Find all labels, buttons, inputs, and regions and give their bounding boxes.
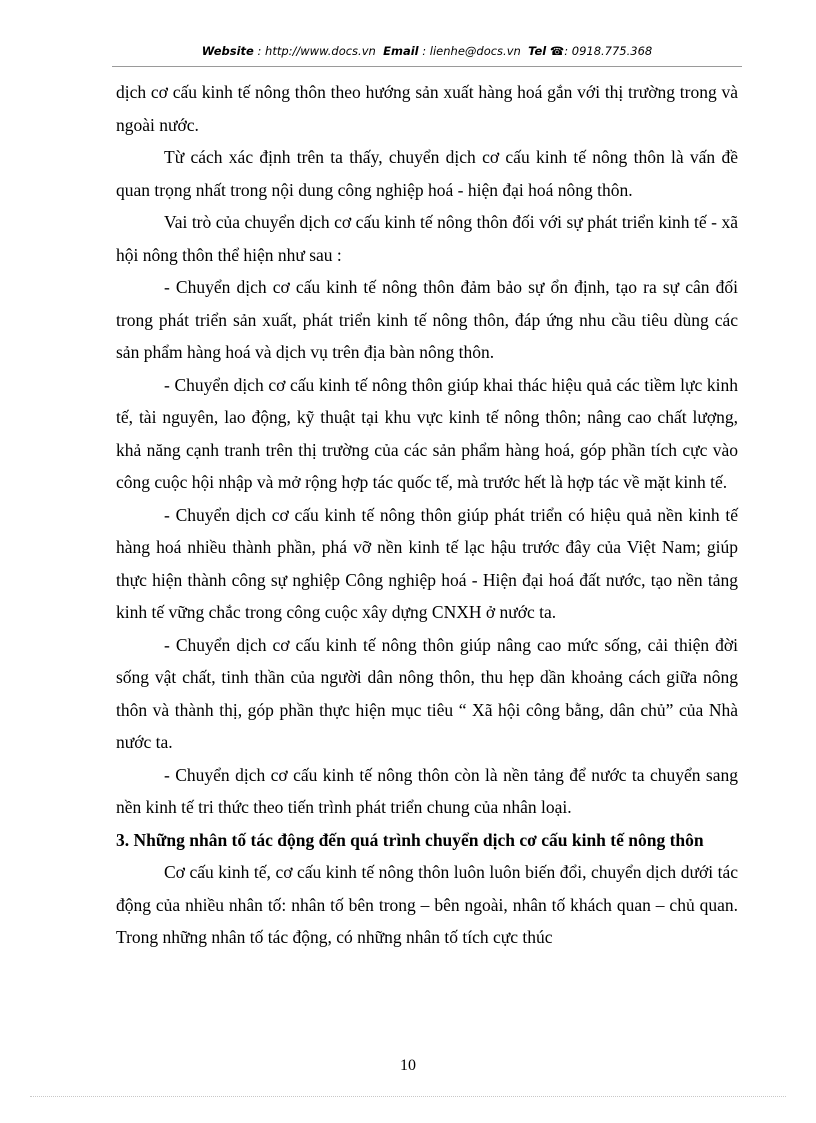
website-label: Website	[201, 44, 254, 58]
tel-label: Tel	[528, 44, 547, 58]
email-value: : lienhe@docs.vn	[422, 44, 521, 58]
paragraph: Từ cách xác định trên ta thấy, chuyển dịch cơ cấu kinh tế nông thôn là vấn đề quan trọng nhất trong nội dung công nghiệp hoá - hiện đại hoá nông thôn.	[116, 147, 738, 200]
document-body	[116, 76, 738, 954]
paragraph: - Chuyển dịch cơ cấu kinh tế nông thôn đảm bảo sự ổn định, tạo ra sự cân đối trong phát triển sản xuất, phát triển kinh tế nông thôn, đáp ứng nhu cầu tiêu dùng các sản phẩm hàng hoá và dịch vụ trên địa bàn nông thôn.	[116, 277, 738, 362]
phone-icon: ☎	[549, 44, 565, 58]
paragraph: Cơ cấu kinh tế, cơ cấu kinh tế nông thôn luôn luôn biến đổi, chuyển dịch dưới tác động của nhiều nhân tố: nhân tố bên trong – bên ngoài, nhân tố khách quan – chủ quan. Trong những nhân tố tác động, có những nhân tố tích cực thúc	[116, 862, 738, 947]
paragraph: - Chuyển dịch cơ cấu kinh tế nông thôn giúp nâng cao mức sống, cải thiện đời sống vật chất, tinh thần của người dân nông thôn, thu hẹp dần khoảng cách giữa nông thôn và thành thị, góp phần thực hiện mục tiêu “ Xã hội công bằng, dân chủ” của Nhà nước ta.	[116, 634, 738, 752]
paragraph: - Chuyển dịch cơ cấu kinh tế nông thôn còn là nền tảng để nước ta chuyển sang nền kinh tế tri thức theo tiến trình phát triển chung của nhân loại.	[116, 764, 738, 817]
email-label: Email	[383, 44, 419, 58]
page-header	[112, 44, 742, 67]
page-number: 10	[400, 1057, 416, 1074]
paragraph: Vai trò của chuyển dịch cơ cấu kinh tế nông thôn đối với sự phát triển kinh tế - xã hội nông thôn thể hiện như sau :	[116, 212, 738, 265]
tel-value: : 0918.775.368	[564, 44, 653, 58]
page-bottom-border	[30, 1096, 786, 1097]
paragraph: - Chuyển dịch cơ cấu kinh tế nông thôn giúp phát triển có hiệu quả nền kinh tế hàng hoá nhiều thành phần, phá vỡ nền kinh tế lạc hậu trước đây của Việt Nam; giúp thực hiện thành công sự nghiệp Công nghiệp hoá - Hiện đại hoá đất nước, tạo nền tảng kinh tế vững chắc trong công cuộc xây dựng CNXH ở nước ta.	[116, 504, 738, 622]
website-value: : http://www.docs.vn	[257, 44, 376, 58]
paragraph: - Chuyển dịch cơ cấu kinh tế nông thôn giúp khai thác hiệu quả các tiềm lực kinh tế, tài nguyên, lao động, kỹ thuật tại khu vực kinh tế nông thôn; nâng cao chất lượng, khả năng cạnh tranh trên thị trường của các sản phẩm hàng hoá, góp phần tích cực vào công cuộc hội nhập và mở rộng hợp tác quốc tế, mà trước hết là hợp tác về mặt kinh tế.	[116, 374, 738, 492]
section-heading: 3. Những nhân tố tác động đến quá trình chuyển dịch cơ cấu kinh tế nông thôn	[116, 829, 704, 850]
paragraph: dịch cơ cấu kinh tế nông thôn theo hướng sản xuất hàng hoá gắn với thị trường trong và ngoài nước.	[116, 82, 738, 135]
